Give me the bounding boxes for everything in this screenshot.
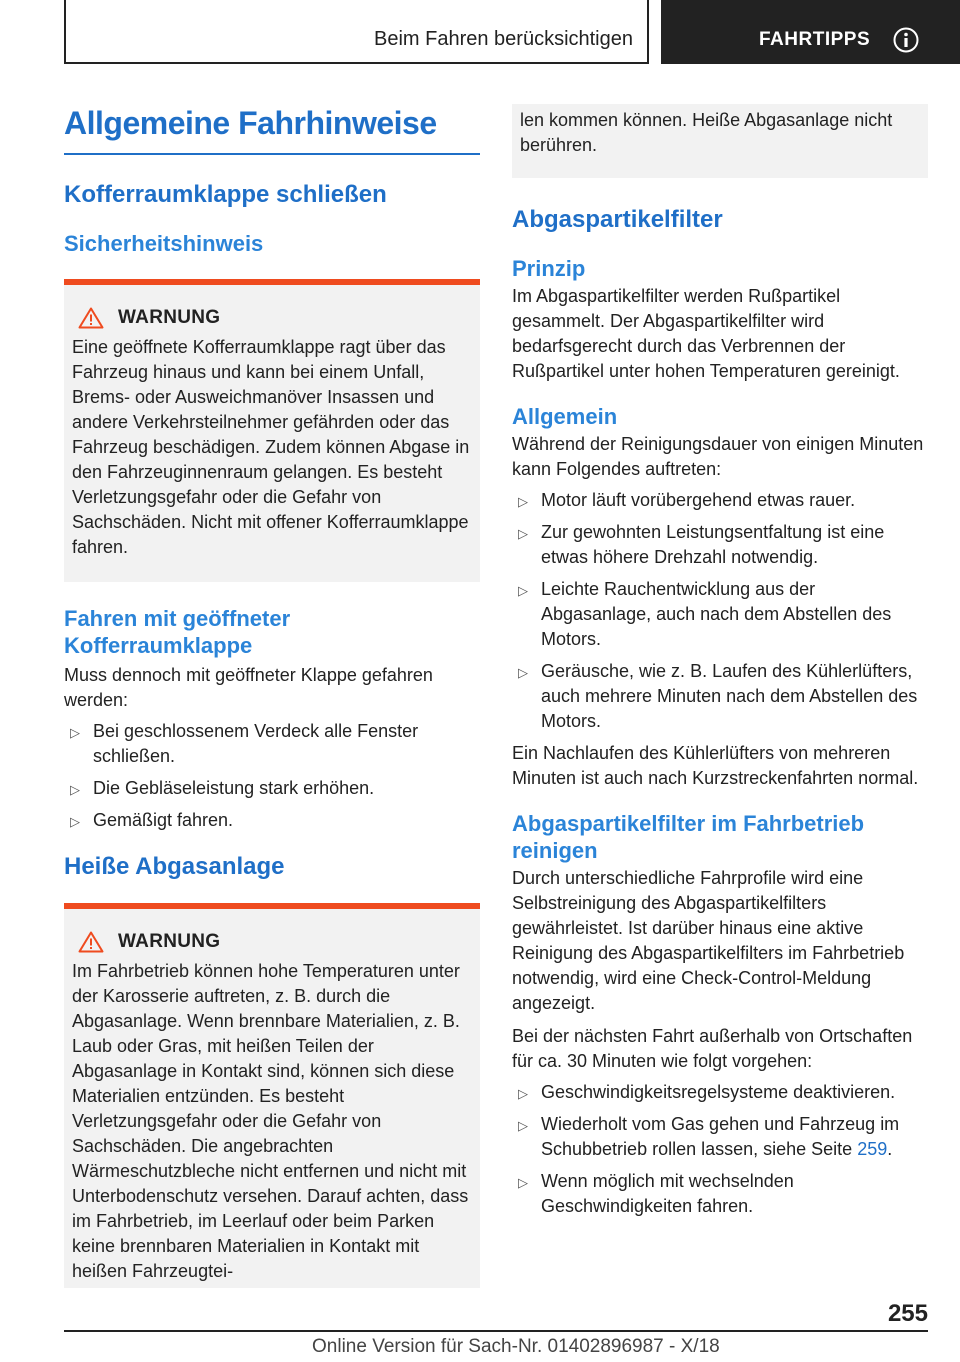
list-item: ▷ Bei geschlossenem Verdeck alle Fenster schließen. (70, 720, 419, 766)
warning-box-continued (512, 104, 928, 178)
warning-label: WARNUNG (118, 307, 221, 329)
warning-label: WARNUNG (118, 930, 221, 952)
info-icon (893, 27, 919, 53)
clean-text-1: Durch unterschiedliche Fahrprofile wird eine Selbstreinigung des Abgaspartikelfilters gewährleistet. Ist darüber hinaus eine aktive Reinigung des Abgaspartikelfilters im Fahrbetrieb notwendig, wird eine Check-Control-Meldung angezeigt. (512, 868, 905, 1014)
heading-exhaust: Heiße Abgasanlage (64, 852, 285, 880)
list-item: ▷ Motor läuft vorübergehend etwas rauer. (518, 490, 856, 511)
warning-text: Eine geöffnete Kofferraumklappe ragt über das Fahrzeug hinaus und kann bei einem Unfall, Brems- oder Ausweichmanöver Insassen und andere Verkehrsteilnehmer gefährden oder das Fahrzeug beschädigen. Zudem können Abgase in den Fahrzeuginnenraum gelangen. Es besteht Verletzungsgefahr oder die Gefahr von Sachschäden. Nicht mit offener Kofferraumklappe fahren. (72, 337, 470, 558)
heading-open-trunk: Fahren mit geöffneter Kofferraumklappe (64, 606, 291, 658)
list-item: ▷ Wiederholt vom Gas gehen und Fahrzeug im Schubbetrieb rollen lassen, siehe Seite 259. (518, 1114, 900, 1160)
warning-header (72, 307, 472, 329)
principle-text: Im Abgaspartikelfilter werden Rußpartikel gesammelt. Der Abgaspartikelfilter wird bedarfsgerecht durch das Verbrennen der Rußpartikel unter hohen Temperaturen gereinigt. (512, 285, 900, 381)
heading-filter: Abgaspartikelfilter (512, 206, 723, 233)
general-list (512, 488, 928, 734)
page-reference-link[interactable]: 259 (857, 1139, 888, 1160)
footer-divider (64, 1330, 928, 1332)
list-item: ▷ Geräusche, wie z. B. Laufen des Kühlerlüfters, auch mehrere Minuten nach dem Abstellen des Motors. (518, 661, 918, 732)
heading-safety: Sicherheitshinweis (64, 230, 264, 256)
footer-version: Online Version für Sach-Nr. 01402896987 - X/18 (312, 1336, 720, 1357)
clean-list (512, 1080, 928, 1219)
chapter-tab (661, 0, 960, 64)
list-item: ▷ Geschwindigkeitsregelsysteme deaktivieren. (518, 1082, 896, 1103)
heading-clean: Abgaspartikelfilter im Fahrbetrieb reinigen (512, 811, 865, 863)
list-item: ▷ Die Gebläseleistung stark erhöhen. (70, 777, 375, 798)
warning-box-exhaust (64, 903, 480, 1288)
left-column (64, 100, 480, 1288)
page-header (64, 0, 960, 64)
warning-triangle-icon (78, 931, 104, 953)
heading-trunk: Kofferraumklappe schließen (64, 181, 387, 209)
chapter-title: FAHRTIPPS (759, 29, 871, 50)
warning-triangle-icon (78, 307, 104, 329)
list-item: ▷ Wenn möglich mit wechselnden Geschwindigkeiten fahren. (518, 1171, 794, 1217)
warning-box-trunk (64, 279, 480, 582)
section-tab (64, 0, 649, 64)
section-title: Beim Fahren berücksichtigen (373, 28, 633, 50)
list-item: ▷ Leichte Rauchentwicklung aus der Abgasanlage, auch nach dem Abstellen des Motors. (518, 579, 892, 650)
warning-header (72, 931, 472, 953)
page-number: 255 (887, 1300, 928, 1327)
general-intro: Während der Reinigungsdauer von einigen Minuten kann Folgendes auftreten: (512, 434, 924, 480)
page-title: Allgemeine Fahrhinweise (64, 100, 480, 155)
list-item: ▷ Gemäßigt fahren. (70, 809, 234, 830)
right-column (512, 104, 928, 1226)
heading-general: Allgemein (512, 403, 618, 429)
general-outro: Ein Nachlaufen des Kühlerlüfters von mehreren Minuten ist auch nach Kurzstreckenfahrten normal. (512, 743, 919, 789)
list-item: ▷ Zur gewohnten Leistungsentfaltung ist eine etwas höhere Drehzahl notwendig. (518, 522, 885, 568)
open-list (64, 719, 480, 833)
warning-text: Im Fahrbetrieb können hohe Temperaturen unter der Karosserie auftreten, z. B. durch die Abgasanlage. Wenn brennbare Materialien, z. B. Laub oder Gras, mit heißen Teilen der Abgasanlage in Kontakt sind, können sich diese Materialien entzünden. Es besteht Verletzungsgefahr oder die Gefahr von Sachschäden. Die angebrachten Wärmeschutzbleche nicht entfernen und nicht mit Unterbodenschutz versehen. Darauf achten, dass im Fahrbetrieb, im Leerlauf oder beim Parken keine brennbaren Materialien in Kontakt mit heißen Fahrzeugtei- (72, 960, 469, 1281)
clean-text-2: Bei der nächsten Fahrt außerhalb von Ortschaften für ca. 30 Minuten wie folgt vorgehen: (512, 1026, 913, 1072)
open-intro: Muss dennoch mit geöffneter Klappe gefahren werden: (64, 664, 433, 710)
heading-principle: Prinzip (512, 255, 586, 281)
warning-text-continued: len kommen können. Heiße Abgasanlage nicht berühren. (520, 110, 893, 155)
